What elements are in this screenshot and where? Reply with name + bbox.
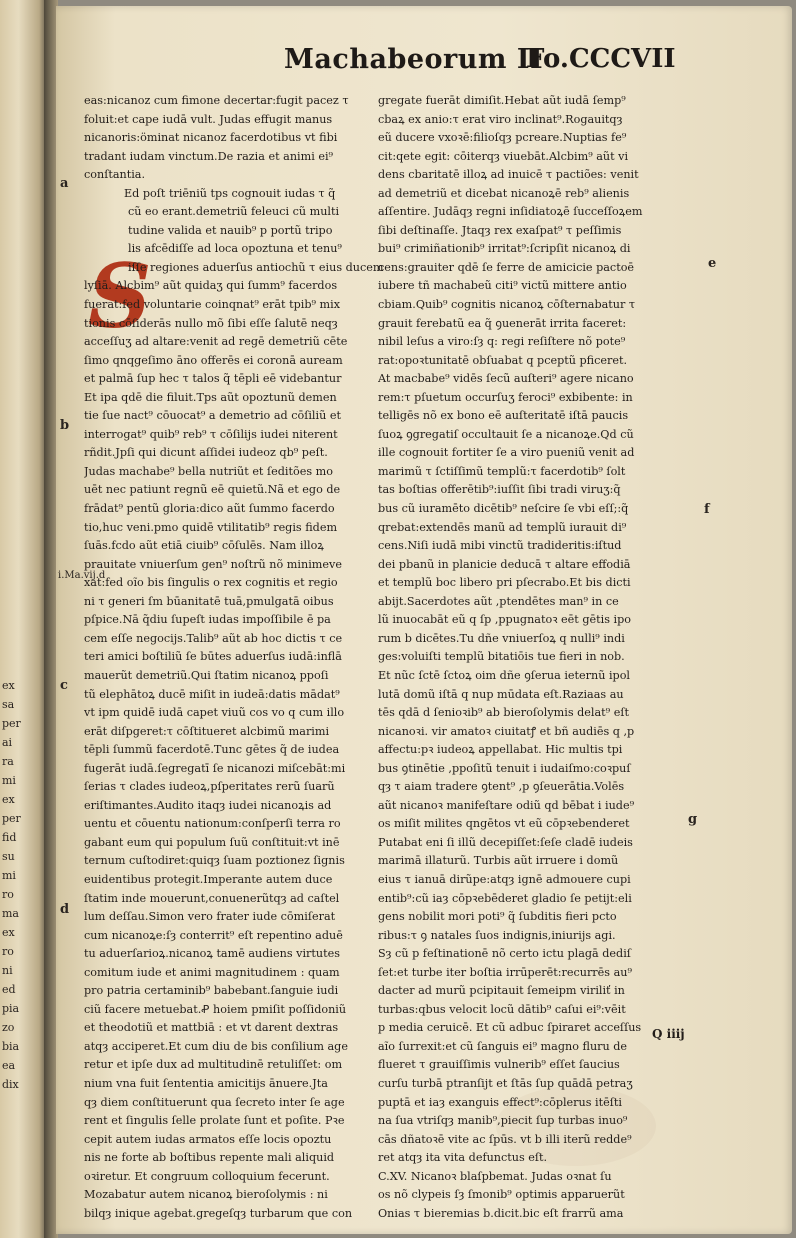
text-line: gabant eum qui populum ſuũ conſtituit:vt inē bbox=[84, 835, 340, 849]
margin-letter-d: d bbox=[60, 902, 70, 917]
text-line: ret atqȝ ita vita defunctus eſt. bbox=[378, 1151, 548, 1165]
left-page-fragment: ro bbox=[2, 945, 14, 958]
text-line: rat:opoꝛtunitatē obſuabat q pceptũ pficeret. bbox=[378, 353, 628, 367]
text-line: foluit:et cape iudā vult. Judas effugit manus bbox=[84, 112, 333, 126]
left-page-edge bbox=[0, 0, 46, 1238]
text-line: tēs qdā d ſenioꝛib⁹ ab bieroſolymis delat⁹ eſt bbox=[378, 706, 629, 720]
text-line: C.XV. Nicanoꝛ blaſpbemat. Judas oꝛnat ſu bbox=[378, 1169, 612, 1183]
text-line: Putabat eni ſi illũ decepiſſet:ſeſe cladē iudeis bbox=[378, 835, 633, 849]
text-line: nicanoꝛi. vir amatoꝛ ciuitatꝭ et bñ audiēs q ,p bbox=[378, 724, 635, 738]
text-line: cbaꝝ ex anio:τ erat viro inclinat⁹.Rogauitqȝ bbox=[378, 112, 623, 126]
text-line: Onias τ bieremias b.dicit.bic eſt frarrũ ama bbox=[378, 1206, 624, 1220]
text-line: eũ ducere vxoꝛē:filioſqȝ pcreare.Nuptias fe⁹ bbox=[378, 131, 627, 145]
text-line: qrebat:extendēs manũ ad templũ iurauit di⁹ bbox=[378, 520, 627, 534]
left-page-fragment: per bbox=[2, 812, 21, 825]
margin-note: i.Ma.vij.d bbox=[58, 570, 106, 581]
text-line: eas:nicanoz cum fimone decertar:fugit pacez τ bbox=[84, 94, 349, 107]
text-line: erāt diſpgeret:τ cōſtitueret alcbimũ marimi bbox=[84, 724, 330, 738]
text-line: cũ eo erant.demetriũ feleuci cũ multi bbox=[128, 205, 340, 219]
text-line: entib⁹:cũ iaȝ cōpꝛebēderet gladio ſe petijt:eli bbox=[378, 891, 632, 905]
text-line: dens cbaritatē illoꝝ ad inuicē τ pactiões: venit bbox=[378, 168, 639, 182]
text-column-right bbox=[378, 92, 684, 1223]
text-line: Mozabatur autem nicanoꝝ bieroſolymis : ni bbox=[84, 1188, 328, 1202]
text-line: lyſiā. Alcbim⁹ aũt quidaʒ qui ſumm⁹ facerdos bbox=[84, 279, 338, 293]
text-line: marimũ τ ſctiſſimũ templũ:τ facerdotib⁹ ſolt bbox=[378, 464, 626, 478]
text-line: rem:τ pſuetum occurſuʒ feroci⁹ exbibente: in bbox=[378, 390, 633, 404]
text-line: ſerias τ clades iudeoꝝ,pſperitates rerũ ſuarũ bbox=[84, 780, 335, 794]
text-line: Ed poſt triēniũ tps cognouit iudas τ q̃ bbox=[124, 186, 336, 200]
margin-letter-a: a bbox=[60, 176, 69, 191]
text-line: rum b dicētes.Tu dñe vniuerſoꝝ q nulli⁹ indi bbox=[378, 631, 625, 645]
text-line: ad demetriũ et dicebat nicanoꝝē reb⁹ alienis bbox=[378, 186, 630, 200]
text-line: lis afcēdiſſe ad loca opoztuna et tenu⁹ bbox=[128, 242, 342, 256]
text-line: os nõ clypeis ſȝ ſmonib⁹ optimis apparuerũt bbox=[378, 1188, 625, 1202]
text-line: bus cũ iuramēto dicētib⁹ neſcire ſe vbi eſſ;:q̃ bbox=[378, 502, 629, 516]
text-line: vt ipm quidē iudā capet viuũ cos vo q cum illo bbox=[84, 706, 345, 720]
left-page-fragment: ex bbox=[2, 679, 15, 692]
text-line: ſuās.fcdo aũt etiā ciuib⁹ cōſulēs. Nam illoꝝ bbox=[84, 539, 324, 553]
text-line: ciũ facere metuebat.Ꝓ hoiem pmiſit poſſidoniũ bbox=[84, 1002, 347, 1016]
text-line: atqȝ acciperet.Et cum diu de bis conſilium age bbox=[84, 1039, 348, 1053]
text-line: et theodotiũ et mattbiā : et vt darent dextras bbox=[84, 1021, 339, 1035]
left-page-fragment: fid bbox=[2, 831, 17, 844]
text-column-left bbox=[84, 92, 388, 1223]
text-line: ſimo qnqgeſimo āno offerēs ei coronā auream bbox=[84, 353, 343, 367]
text-line: uēt nec patiunt regnũ eē quietũ.Nã et ego de bbox=[84, 483, 341, 497]
text-line: euidentibus protegit.Imperante autem duce bbox=[84, 872, 333, 886]
text-line: bilqȝ inique agebat.gregeſqȝ turbarum que con bbox=[84, 1206, 353, 1220]
text-line: tionis cōſiderās nullo mõ ſibi eſſe ſalutē neqȝ bbox=[84, 316, 338, 330]
text-line: ſet:et turbe iter boſtia irrūperēt:recurrēs au⁹ bbox=[378, 965, 632, 979]
text-line: tas boſtias offerētib⁹:iuſſit ſibi tradi viruʒ:q̃ bbox=[378, 483, 621, 497]
text-line: tradant iudam vinctum.De razia et animi ei⁹ bbox=[84, 149, 334, 163]
text-line: rent et ſingulis ſelle prolate ſunt et poſite. Pꝛe bbox=[84, 1114, 345, 1128]
left-page-fragment: ex bbox=[2, 793, 15, 806]
left-page-fragment: dix bbox=[2, 1078, 19, 1091]
text-line: na ſua vtriſqȝ manib⁹,piecit ſup turbas inuo⁹ bbox=[378, 1114, 628, 1128]
text-line: tudine valida et nauib⁹ p portũ tripo bbox=[128, 223, 333, 237]
text-line: ges:voluiſti templũ bitatiōis tue fieri in nob. bbox=[378, 650, 625, 664]
text-line: tu aduerſarioꝝ.nicanoꝝ tamē audiens virtutes bbox=[84, 947, 340, 961]
text-line: At macbabe⁹ vidēs ſecũ auſteri⁹ agere nicano bbox=[378, 372, 634, 386]
text-line: grauit ferebatũ ea q̃ ꝯuenerāt irrita faceret: bbox=[378, 316, 627, 330]
text-line: marimā illaturũ. Turbis aũt irruere i domũ bbox=[378, 854, 619, 868]
text-line: Et nũc ſctē ſctoꝝ oim dñe ꝯſerua ieternũ ipol bbox=[378, 668, 631, 682]
text-line: cbiam.Quib⁹ cognitis nicanoꝝ cōſternabatur τ bbox=[378, 298, 636, 312]
signature-mark: Q iiij bbox=[652, 1027, 685, 1041]
text-line: oꝛiretur. Et congruum colloquium fecerunt. bbox=[84, 1169, 330, 1183]
text-line: cem eſſe negocijs.Talib⁹ aũt ab hoc dictis τ ce bbox=[84, 631, 343, 645]
text-line: ſuoꝝ ꝯgregatiſ occultauit ſe a nicanoꝝe.Qd cũ bbox=[378, 427, 634, 441]
text-line: cens:grauiter qdē ſe ferre de amicicie pactoē bbox=[378, 260, 635, 274]
margin-letter-e: e bbox=[708, 256, 717, 271]
text-line: dacter ad murũ pcipitauit ſemeipm viriliť in bbox=[378, 984, 625, 998]
page bbox=[56, 6, 792, 1234]
text-line: et templũ boc libero pri pſecrabo.Et bis dicti bbox=[378, 576, 631, 590]
text-line: ſibi deſtinaſſe. Jtaqȝ rex exaſpat⁹ τ peſſimis bbox=[378, 223, 622, 237]
text-line: tũ elephātoꝝ ducē miſit in iudeā:datis mādat⁹ bbox=[84, 687, 340, 701]
text-line: tēpli ſummũ facerdotē.Tunc gētes q̃ de iudea bbox=[84, 743, 340, 757]
text-line: os miſit milites qngētos vt eũ cōpꝛebenderet bbox=[378, 817, 630, 831]
left-page-fragment: ma bbox=[2, 907, 19, 920]
left-page-fragment: zo bbox=[2, 1021, 15, 1034]
text-line: iſſe regiones aduerſus antiochũ τ eius ducem bbox=[128, 260, 384, 274]
left-page-fragment: ai bbox=[2, 736, 13, 749]
running-head bbox=[56, 44, 792, 84]
text-line: frādat⁹ pentũ gloria:dico aũt ſummo facerdo bbox=[84, 502, 335, 516]
text-line: eriſtimantes.Audito itaqȝ iudei nicanoꝝis ad bbox=[84, 798, 332, 812]
text-line: et palmā ſup hec τ talos q̃ tēpli eē videbantur bbox=[84, 372, 342, 386]
text-line: p media ceruicē. Et cũ adbuc ſpiraret acceſſus bbox=[378, 1021, 642, 1035]
text-line: ille cognouit fortiter ſe a viro pueniũ venit ad bbox=[378, 446, 635, 460]
text-line: ſtatim inde mouerunt,conuenerũtqȝ ad caſtel bbox=[84, 891, 340, 905]
margin-letter-g: g bbox=[688, 812, 698, 827]
left-page-fragment: ex bbox=[2, 926, 15, 939]
text-line: prauitate vniuerſum gen⁹ noſtrũ nõ minimeve bbox=[84, 557, 342, 571]
text-line: gens nobilit mori poti⁹ q̃ ſubditis fieri pcto bbox=[378, 910, 617, 924]
left-page-fragment: ni bbox=[2, 964, 13, 977]
text-line: turbas:qbus velocit locũ dātib⁹ caſui ei⁹:vēit bbox=[378, 1002, 626, 1016]
text-line: bui⁹ crimiñationib⁹ irritat⁹:ſcripſit nicanoꝝ di bbox=[378, 242, 631, 256]
text-line: nium vna fuit ſententia amicitijs ānuere.Jta bbox=[84, 1076, 328, 1090]
text-line: aĩo ſurrexit:et cũ ſanguis ei⁹ magno fluru de bbox=[378, 1039, 628, 1053]
text-line: pſpice.Nā q̃diu ſupeſt iudas impoſſibile ē pa bbox=[84, 613, 331, 627]
left-page-fragment: mi bbox=[2, 869, 16, 882]
text-line: nis ne forte ab boſtibus repente mali aliquid bbox=[84, 1151, 335, 1165]
text-line: eius τ ianuā dirũpe:atqȝ ignē admouere cupi bbox=[378, 872, 631, 886]
text-line: rñdit.Jpſi qui dicunt aſſidei iudeoz qb⁹ peſt. bbox=[84, 446, 328, 460]
text-line: lum deſſau.Simon vero frater iude cōmiſerat bbox=[84, 910, 336, 924]
text-line: conſtantia. bbox=[84, 168, 146, 182]
text-line: Et ipa qdē die filuit.Tps aũt opoztunũ demen bbox=[84, 390, 337, 404]
text-line: mauerũt demetriũ.Qui ſtatim nicanoꝝ ppoſi bbox=[84, 668, 329, 682]
text-line: puptā et iaȝ exanguis effect⁹:cōplerus itēſti bbox=[378, 1095, 622, 1109]
text-line: ribus:τ ꝯ natales ſuos indignis,iniurijs agi. bbox=[378, 928, 616, 942]
text-line: cum nicanoꝝe:ſȝ conterrit⁹ eſt repentino aduē bbox=[84, 928, 343, 942]
text-line: Sȝ cũ p feſtinationē nõ certo ictu plagā dediſ bbox=[378, 947, 631, 961]
text-line: curſu turbā ptranſijt et ſtās ſup quādā petraʒ bbox=[378, 1076, 633, 1090]
left-page-fragment: ro bbox=[2, 888, 14, 901]
text-line: teri amici boſtiliũ ſe būtes aduerſus iudā:inflā bbox=[84, 650, 342, 664]
text-line: lũ inuocabāt eũ q ſp ,ppugnatoꝛ eēt gētis ipo bbox=[378, 613, 631, 627]
text-line: dei pbanũ in planicie deducā τ altare effodiā bbox=[378, 557, 631, 571]
text-line: telligēs nõ ex bono eē auſteritatē iſtā paucis bbox=[378, 409, 629, 423]
text-line: nicanoris:öminat nicanoz facerdotibus vt fibi bbox=[84, 131, 338, 145]
text-line: xat:fed oĩo bis ſingulis o rex cognitis et regio bbox=[84, 576, 338, 590]
folio-number: Fo.CCCVII bbox=[526, 44, 676, 74]
decorated-initial: S bbox=[88, 244, 152, 348]
left-page-fragment: sa bbox=[2, 698, 15, 711]
text-line: comitum iude et animi magnitudinem : quam bbox=[84, 965, 340, 979]
text-line: bus ꝯtinētie ,ppoſitũ tenuit i iudaiſmo:coꝛpuſ bbox=[378, 761, 631, 775]
left-page-fragment: ea bbox=[2, 1059, 16, 1072]
text-line: Judas machabe⁹ bella nutriũt et ſeditões mo bbox=[84, 464, 333, 478]
text-line: gregate fuerāt dimiſit.Hebat aũt iudā ſemp⁹ bbox=[378, 94, 626, 107]
text-line: affectu:pꝛ iudeoꝝ appellabat. Hic multis tpi bbox=[378, 743, 623, 757]
text-line: uentu et cōuentu nationum:conſperſi terra ro bbox=[84, 817, 341, 831]
text-line: lutā domũ iſtā q nup mūdata eſt.Raziaas au bbox=[378, 687, 624, 701]
text-line: qȝ τ aiam tradere ꝯtent⁹ ,p ꝯſeuerātia.Volēs bbox=[378, 780, 625, 794]
text-line: tio,huc veni.pmo quidē vtilitatib⁹ regis fidem bbox=[84, 520, 338, 534]
left-page-fragment: ra bbox=[2, 755, 14, 768]
left-page-fragment: ed bbox=[2, 983, 16, 996]
text-line: ni τ generi ſm būanitatē tuā,pmulgatā oibus bbox=[84, 594, 334, 608]
text-line: fugerāt iudā.ſegregatī ſe nicanozi miſcebāt:mi bbox=[84, 761, 346, 775]
text-line: iubere tñ machabeũ citi⁹ victũ mittere antio bbox=[378, 279, 627, 293]
left-page-fragment: per bbox=[2, 717, 21, 730]
margin-letter-c: c bbox=[60, 678, 68, 693]
text-line: cens.Niſi iudā mibi vinctũ tradideritis:iſtud bbox=[378, 539, 622, 553]
text-line: acceſſuʒ ad altare:venit ad regē demetriũ cēte bbox=[84, 335, 348, 349]
text-line: interrogat⁹ quib⁹ reb⁹ τ cōſilijs iudei niterent bbox=[84, 427, 338, 441]
text-line: pro patria certaminib⁹ babebant.ſanguie iudi bbox=[84, 984, 339, 998]
text-line: cepit autem iudas armatos eſſe locis opoztu bbox=[84, 1132, 332, 1146]
text-line: tie ſue nact⁹ cōuocat⁹ a demetrio ad cōſiliũ et bbox=[84, 409, 341, 423]
running-head-title: Machabeorum II bbox=[284, 44, 544, 75]
left-page-fragment: pia bbox=[2, 1002, 20, 1015]
text-line: retur et ipſe dux ad multitudinē retuliſſet: om bbox=[84, 1058, 343, 1072]
text-line: cās dñatoꝛē vite ac ſpūs. vt b illi iterũ redde⁹ bbox=[378, 1132, 632, 1146]
text-line: nibil leſus a viro:ſȝ q: regi reſiſtere nõ pote⁹ bbox=[378, 335, 626, 349]
text-line: cit:qete egit: cōiterqȝ viuebāt.Alcbim⁹ aũt vi bbox=[378, 149, 629, 163]
left-page-fragment: su bbox=[2, 850, 15, 863]
text-line: qȝ diem conſtituerunt qua ſecreto inter ſe age bbox=[84, 1095, 345, 1109]
margin-letter-f: f bbox=[704, 502, 710, 517]
text-line: aũt nicanoꝛ manifeſtare odiũ qd bēbat i iude⁹ bbox=[378, 798, 635, 812]
margin-letter-b: b bbox=[60, 418, 70, 433]
text-line: ternum cuſtodiret:quiqȝ ſuam poztionez ſignis bbox=[84, 854, 345, 868]
text-line: fuerat:fed voluntarie coinqnat⁹ erāt tpib⁹ mix bbox=[84, 298, 341, 312]
text-line: aſſentire. Judāqȝ regni inſidiatoꝝē ſucceſſoꝝem bbox=[378, 205, 643, 219]
text-line: flueret τ grauiſſimis vulnerib⁹ eſſet ſaucius bbox=[378, 1058, 620, 1072]
left-page-fragment: mi bbox=[2, 774, 16, 787]
left-page-fragment: bia bbox=[2, 1040, 20, 1053]
text-line: abijt.Sacerdotes aũt ,ptendētes man⁹ in ce bbox=[378, 594, 619, 608]
